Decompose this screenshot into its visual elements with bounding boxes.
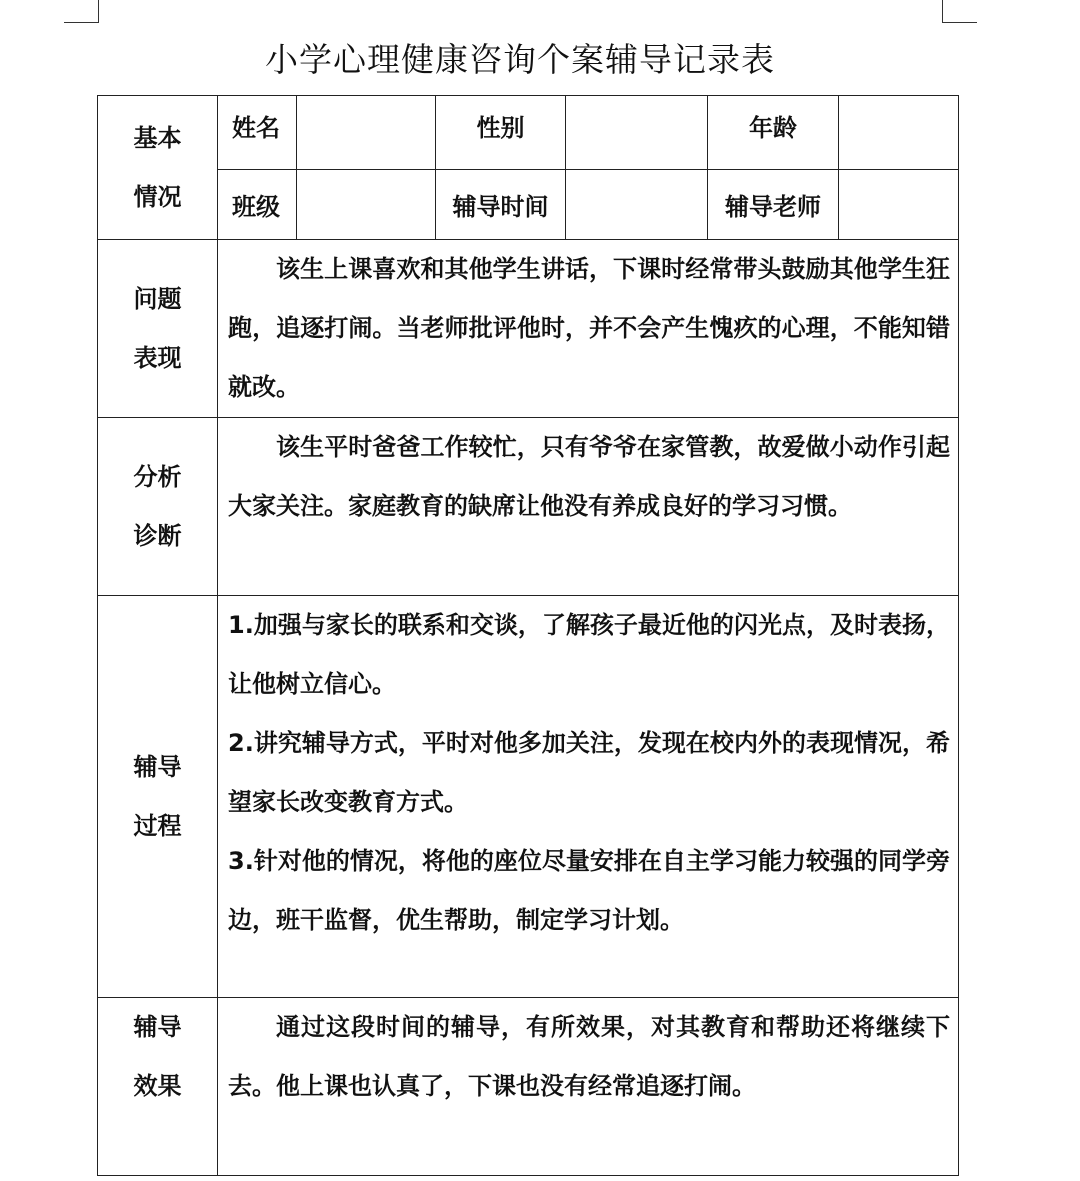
crop-mark-top-left — [64, 0, 99, 23]
effect-label-line2: 效果 — [133, 1072, 182, 1100]
counselor-field[interactable] — [839, 170, 959, 240]
process-row — [98, 596, 959, 998]
gender-label: 性别 — [436, 96, 566, 170]
analysis-label — [98, 418, 218, 596]
basic-info-section-label — [98, 96, 218, 240]
analysis-label-line2: 诊断 — [133, 521, 182, 550]
analysis-label-line1: 分析 — [133, 462, 182, 491]
age-label: 年龄 — [708, 96, 839, 170]
effect-content — [218, 998, 959, 1176]
name-field[interactable] — [297, 96, 436, 170]
basic-info-label-line2: 情况 — [133, 182, 182, 211]
effect-row — [98, 998, 959, 1176]
effect-text: 通过这段时间的辅导，有所效果，对其教育和帮助还将继续下去。他上课也认真了，下课也没有经常追逐打闹。 — [228, 1013, 950, 1100]
analysis-row — [98, 418, 959, 596]
record-table — [97, 95, 959, 1176]
gender-field[interactable] — [566, 96, 708, 170]
basic-info-row-2 — [98, 170, 959, 240]
process-label — [98, 596, 218, 998]
counseling-time-label: 辅导时间 — [436, 170, 566, 240]
problem-text: 该生上课喜欢和其他学生讲话，下课时经常带头鼓励其他学生狂跑，追逐打闹。当老师批评他时，并不会产生愧疚的心理，不能知错就改。 — [228, 255, 950, 401]
basic-info-label-line1: 基本 — [133, 123, 182, 152]
process-label-line2: 过程 — [133, 811, 182, 840]
process-step-2: 2.讲究辅导方式，平时对他多加关注，发现在校内外的表现情况，希望家长改变教育方式。 — [228, 729, 950, 816]
process-step-3: 3.针对他的情况，将他的座位尽量安排在自主学习能力较强的同学旁边，班干监督，优生帮助，制定学习计划。 — [228, 847, 950, 934]
counselor-label: 辅导老师 — [708, 170, 839, 240]
problem-label-line1: 问题 — [133, 284, 182, 313]
age-field[interactable] — [839, 96, 959, 170]
class-label: 班级 — [218, 170, 297, 240]
process-step-1: 1.加强与家长的联系和交谈，了解孩子最近他的闪光点，及时表扬，让他树立信心。 — [228, 611, 950, 698]
problem-content — [218, 240, 959, 418]
problem-row — [98, 240, 959, 418]
effect-label-line1: 辅导 — [133, 1013, 182, 1041]
class-field[interactable] — [297, 170, 436, 240]
basic-info-row-1 — [98, 96, 959, 170]
analysis-text: 该生平时爸爸工作较忙，只有爷爷在家管教，故爱做小动作引起大家关注。家庭教育的缺席让他没有养成良好的学习习惯。 — [228, 433, 950, 520]
counseling-time-field[interactable] — [566, 170, 708, 240]
process-label-line1: 辅导 — [133, 752, 182, 781]
process-content — [218, 596, 959, 998]
problem-label-line2: 表现 — [133, 343, 182, 372]
page-title: 小学心理健康咨询个案辅导记录表 — [265, 40, 775, 79]
analysis-content — [218, 418, 959, 596]
effect-label — [98, 998, 218, 1176]
crop-mark-top-right — [942, 0, 977, 23]
name-label: 姓名 — [218, 96, 297, 170]
problem-label — [98, 240, 218, 418]
